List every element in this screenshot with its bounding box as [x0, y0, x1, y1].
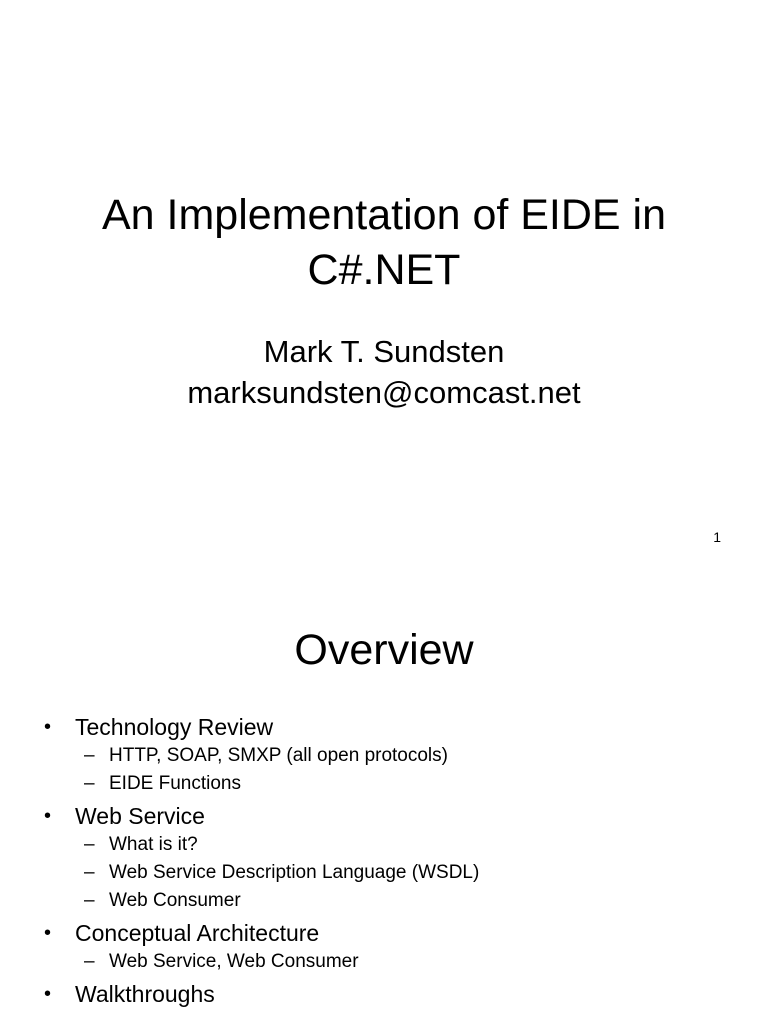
sub-bullet-label: Web Service Description Language (WSDL): [109, 862, 480, 883]
bullet-icon: •: [44, 922, 52, 944]
slide-title-line-2: C#.NET: [307, 246, 461, 294]
overview-slide: [0, 576, 768, 1024]
bullet-label: Conceptual Architecture: [75, 920, 320, 946]
bullet-label: Technology Review: [75, 714, 274, 740]
sub-bullet-item: [44, 770, 744, 798]
page-number: 1: [713, 529, 721, 545]
bullet-icon: •: [44, 983, 52, 1005]
overview-bullet-list: [44, 712, 744, 1009]
bullet-icon: •: [44, 805, 52, 827]
sub-bullet-list: [75, 831, 744, 915]
sub-bullet-item: [44, 831, 744, 859]
bullet-item: [44, 979, 744, 1009]
sub-bullet-label: What is it?: [109, 834, 198, 855]
sub-bullet-item: [44, 859, 744, 887]
dash-icon: –: [84, 834, 95, 855]
overview-title: Overview: [294, 626, 474, 674]
dash-icon: –: [84, 773, 95, 794]
slide-title-line-1: An Implementation of EIDE in: [101, 191, 667, 239]
sub-bullet-label: EIDE Functions: [109, 773, 241, 794]
sub-bullet-item: [44, 948, 744, 976]
bullet-item: [44, 712, 744, 798]
sub-bullet-label: Web Service, Web Consumer: [109, 951, 359, 972]
bullet-label: Web Service: [75, 803, 205, 829]
dash-icon: –: [84, 951, 95, 972]
author-email: marksundsten@comcast.net: [187, 375, 581, 410]
bullet-item: [44, 918, 744, 976]
sub-bullet-item: [44, 887, 744, 915]
sub-bullet-list: [75, 948, 744, 976]
sub-bullet-label: HTTP, SOAP, SMXP (all open protocols): [109, 745, 448, 766]
dash-icon: –: [84, 890, 95, 911]
sub-bullet-list: [75, 742, 744, 798]
sub-bullet-item: [44, 742, 744, 770]
author-name: Mark T. Sundsten: [263, 334, 505, 369]
bullet-label: Walkthroughs: [75, 981, 215, 1007]
bullet-icon: •: [44, 716, 52, 738]
dash-icon: –: [84, 745, 95, 766]
dash-icon: –: [84, 862, 95, 883]
sub-bullet-label: Web Consumer: [109, 890, 241, 911]
bullet-item: [44, 801, 744, 915]
